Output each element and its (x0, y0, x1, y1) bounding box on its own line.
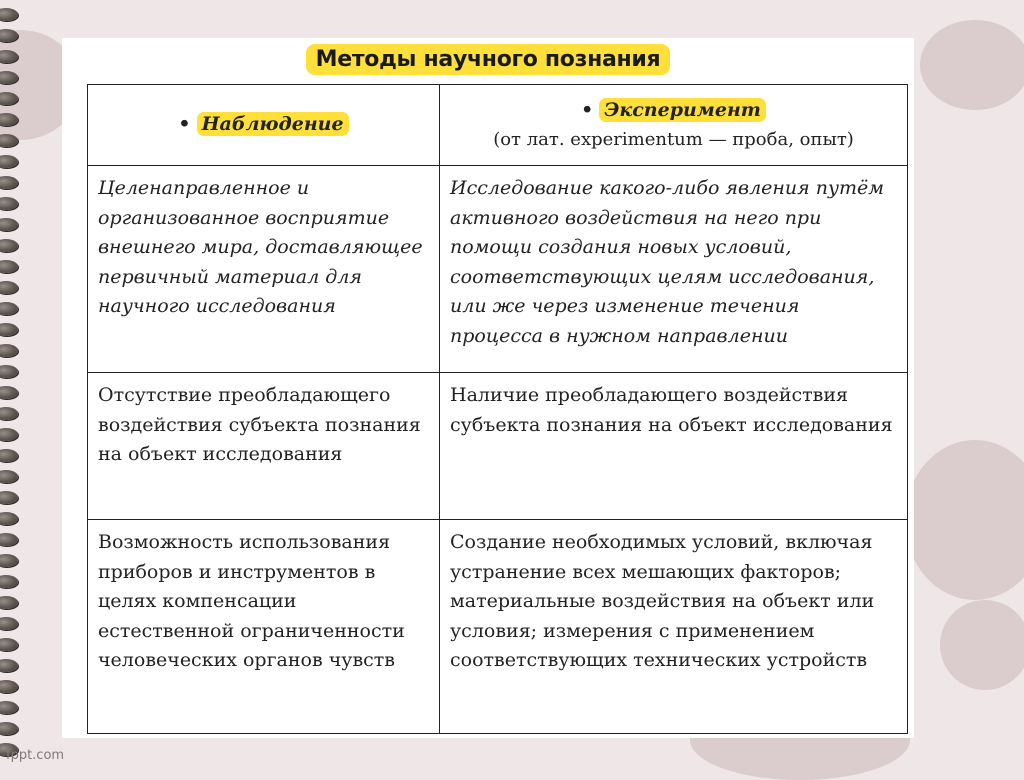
cell-observation: Отсутствие преобладающего воздействия субъекта познания на объект исследования (88, 373, 440, 520)
bullet-icon: • (581, 99, 594, 122)
header-experiment (440, 85, 908, 166)
ring-icon (0, 407, 18, 420)
ring-icon (0, 323, 18, 336)
ring-icon (0, 554, 18, 567)
ring-icon (0, 449, 18, 462)
cell-experiment: Исследование какого-либо явления путём активного воздействия на него при помощи создания новых условий, соответствующих целям исследования, или же через изменение течения процесса в нужном направлении (440, 166, 908, 373)
ring-icon (0, 512, 18, 525)
ring-icon (0, 386, 18, 399)
methods-table (87, 84, 908, 734)
ring-icon (0, 617, 18, 630)
ring-icon (0, 50, 18, 63)
table-header-row (88, 85, 908, 166)
header-observation (88, 85, 440, 166)
ring-icon (0, 491, 18, 504)
ring-icon (0, 680, 18, 693)
ring-icon (0, 92, 18, 105)
notebook-rings (0, 0, 22, 767)
header-note: (от лат. experimentum — проба, опыт) (493, 128, 854, 150)
decor-blob (920, 20, 1024, 110)
table-row (88, 373, 908, 520)
ring-icon (0, 575, 18, 588)
table-row (88, 166, 908, 373)
cell-observation: Возможность использования приборов и инструментов в целях компенсации естественной ограниченности человеческих органов чувств (88, 520, 440, 734)
ring-icon (0, 155, 18, 168)
ring-icon (0, 176, 18, 189)
cell-experiment: Создание необходимых условий, включая устранение всех мешающих факторов; материальные воздействия на объект или условия; измерения с применением соответствующих технических устройств (440, 520, 908, 734)
cell-experiment: Наличие преобладающего воздействия субъекта познания на объект исследования (440, 373, 908, 520)
ring-icon (0, 344, 18, 357)
ring-icon (0, 8, 18, 21)
ring-icon (0, 428, 18, 441)
ring-icon (0, 722, 18, 735)
decor-blob (905, 440, 1024, 600)
header-label: Наблюдение (197, 112, 349, 136)
page-title: Методы научного познания (306, 44, 671, 75)
ring-icon (0, 533, 18, 546)
ring-icon (0, 281, 18, 294)
ring-icon (0, 365, 18, 378)
ring-icon (0, 659, 18, 672)
table-row (88, 520, 908, 734)
ring-icon (0, 134, 18, 147)
ring-icon (0, 239, 18, 252)
ring-icon (0, 596, 18, 609)
decor-blob (940, 600, 1024, 690)
ring-icon (0, 470, 18, 483)
ring-icon (0, 29, 18, 42)
ring-icon (0, 701, 18, 714)
ring-icon (0, 113, 18, 126)
ring-icon (0, 197, 18, 210)
cell-observation: Целенаправленное и организованное восприятие внешнего мира, доставляющее первичный материал для научного исследования (88, 166, 440, 373)
bullet-icon: • (178, 113, 191, 136)
ring-icon (0, 260, 18, 273)
ring-icon (0, 302, 18, 315)
footer-watermark: fppt.com (6, 748, 65, 763)
ring-icon (0, 218, 18, 231)
ring-icon (0, 71, 18, 84)
ring-icon (0, 638, 18, 651)
header-label: Эксперимент (599, 98, 766, 122)
slide-card (62, 38, 914, 738)
